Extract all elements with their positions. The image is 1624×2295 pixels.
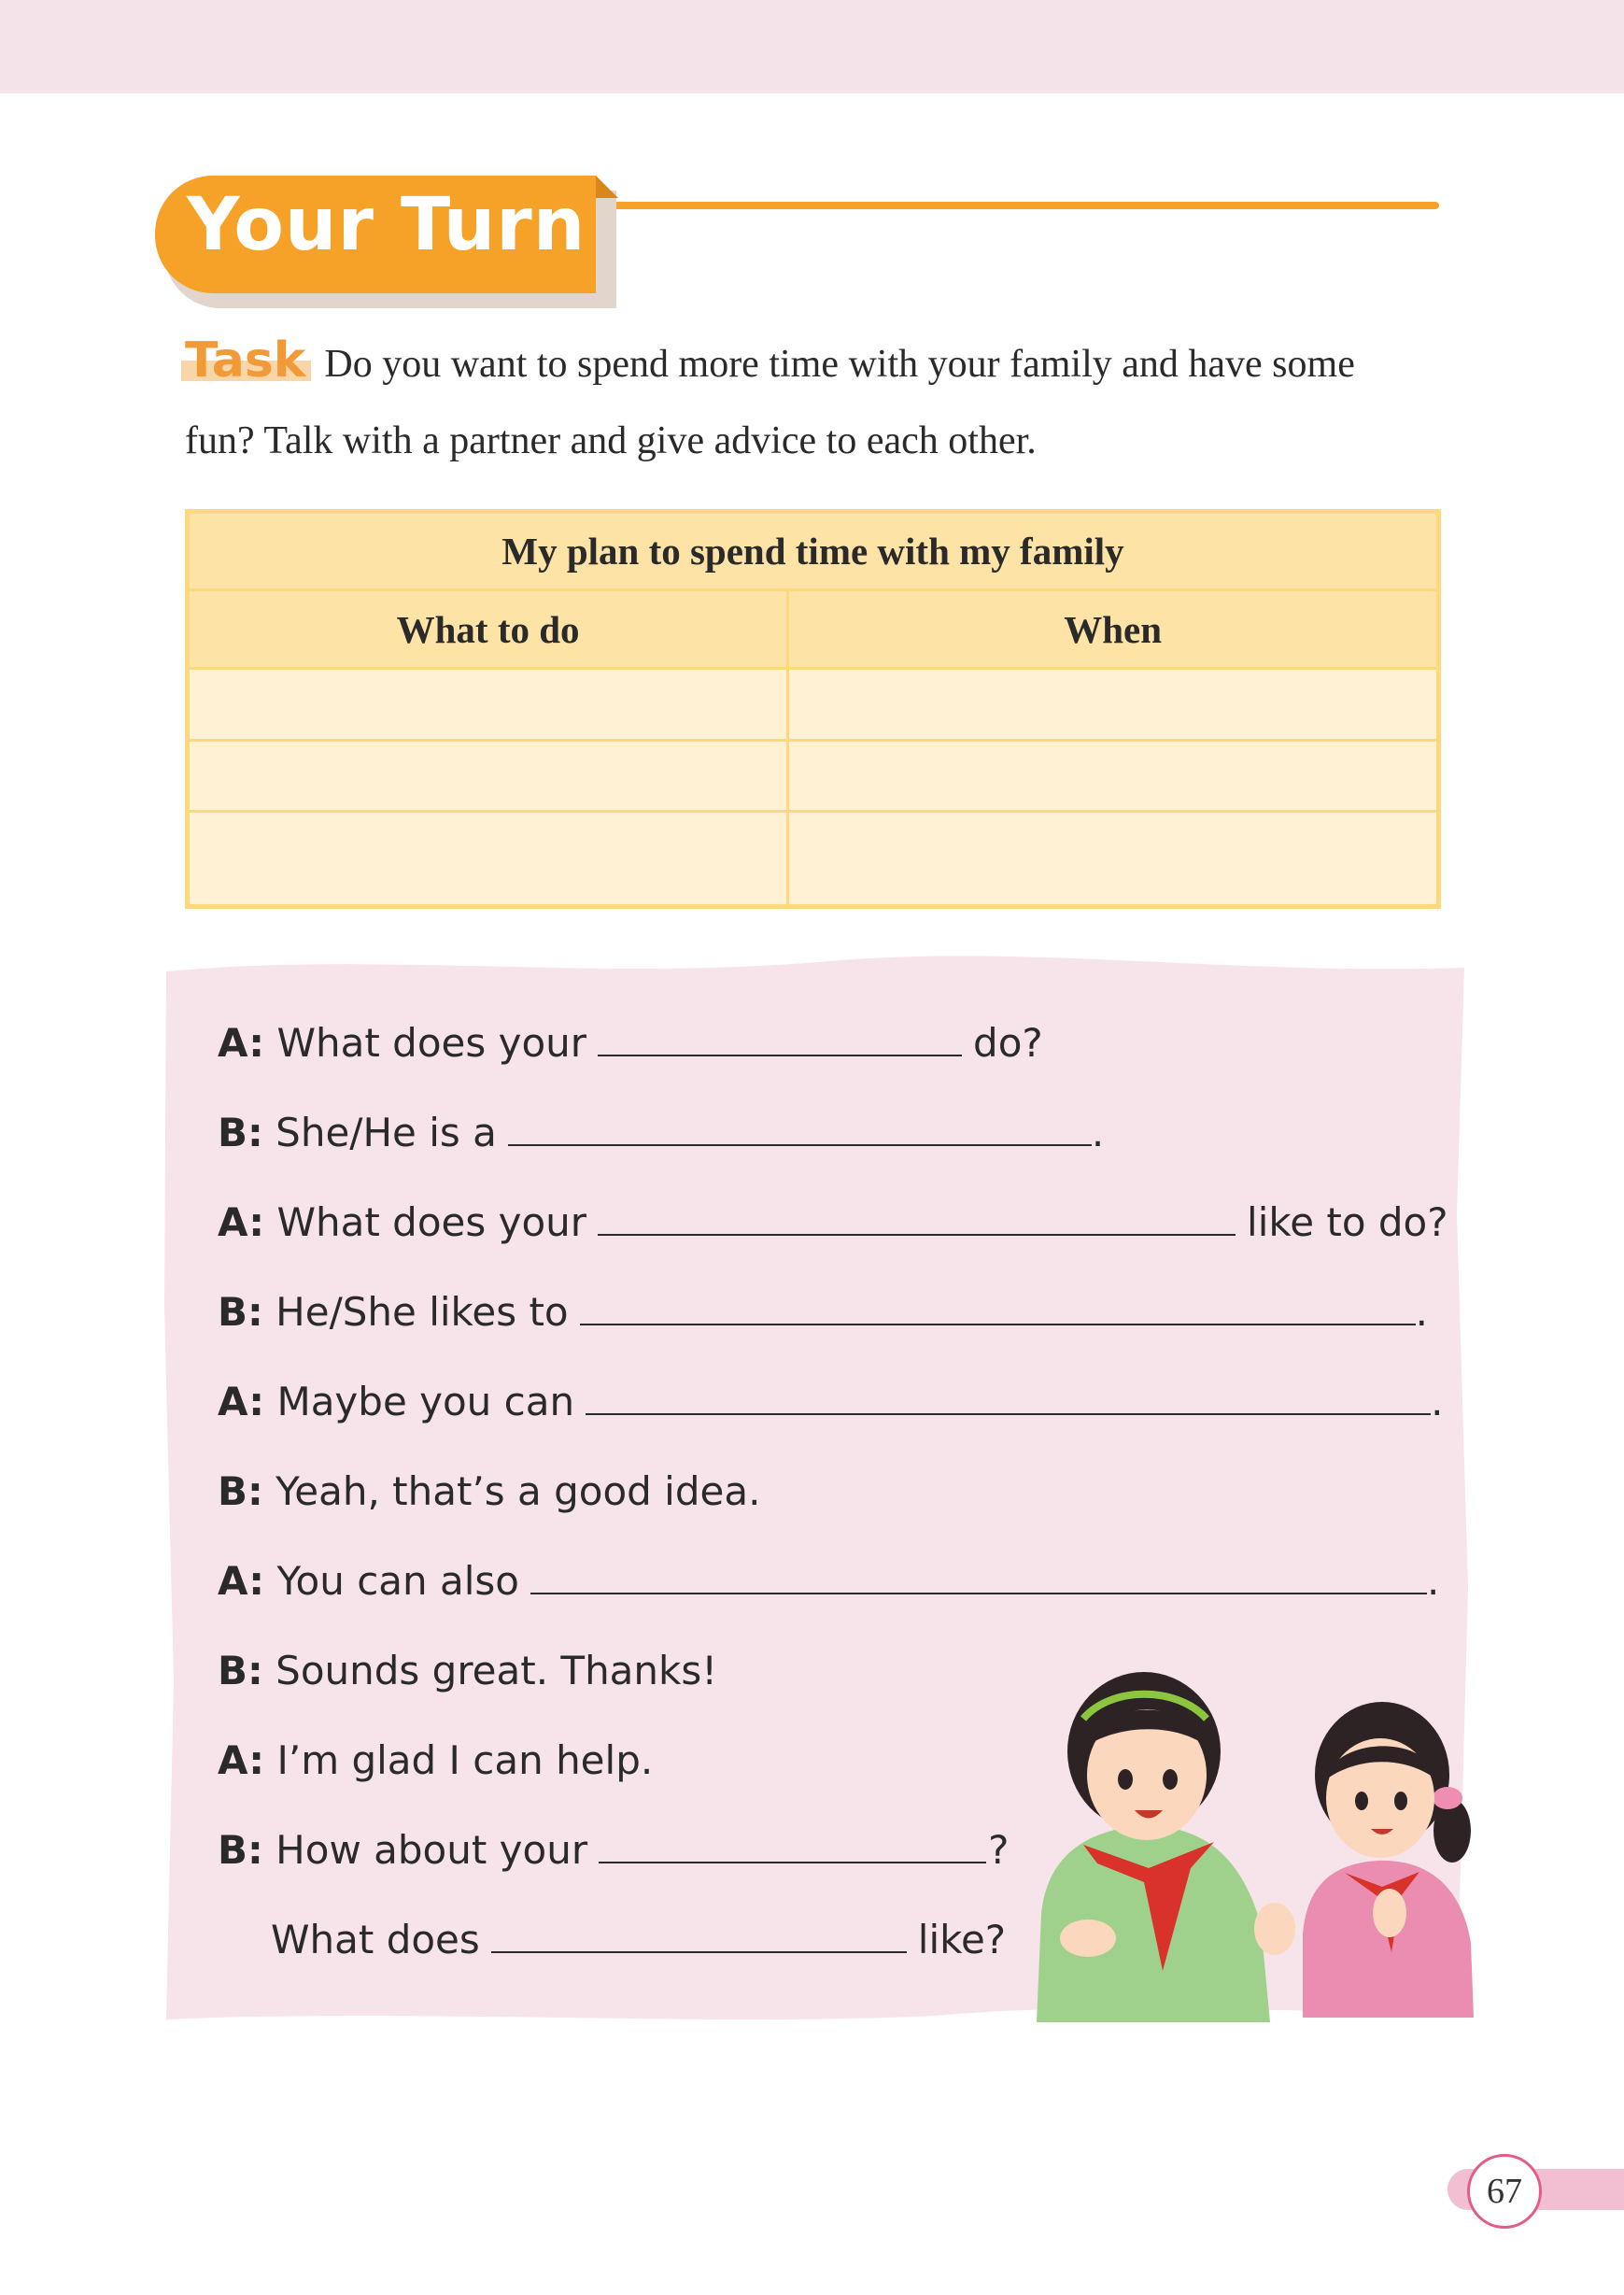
- dialog-line-8: [218, 1648, 717, 1693]
- dialog-text-after: do?: [973, 1020, 1043, 1066]
- dialog-text: Sounds great. Thanks!: [275, 1648, 718, 1693]
- dialog-text-after: .: [1415, 1289, 1428, 1335]
- dialog-text-after: like?: [917, 1917, 1007, 1962]
- speaker-label: A:: [218, 1020, 265, 1066]
- answer-blank[interactable]: [598, 1021, 962, 1056]
- girl-right-eye: [1394, 1792, 1407, 1810]
- dialog-line-1: [218, 1020, 1043, 1066]
- dialog-line-10: [218, 1827, 1009, 1873]
- dialog-text: He/She likes to: [275, 1289, 569, 1335]
- speaker-label: B:: [218, 1827, 263, 1873]
- dialog-line-2: [218, 1110, 1104, 1155]
- dialog-line-9: [218, 1737, 653, 1783]
- speaker-label: A:: [218, 1558, 265, 1604]
- girl-left-eye: [1163, 1769, 1178, 1790]
- speaker-label: A:: [218, 1379, 265, 1424]
- column-header-when: When: [788, 590, 1439, 669]
- page-number: 67: [1487, 2172, 1522, 2211]
- speaker-label: B:: [218, 1468, 263, 1514]
- girl-left-hand: [1254, 1903, 1295, 1955]
- girl-right-eye: [1355, 1792, 1368, 1810]
- dialog-text: She/He is a: [275, 1110, 497, 1155]
- dialog-text: What does your: [276, 1199, 587, 1245]
- plan-table-title: My plan to spend time with my family: [188, 512, 1439, 590]
- dialog-line-3: [218, 1199, 1448, 1245]
- dialog-text-after: .: [1426, 1558, 1440, 1604]
- answer-blank[interactable]: [530, 1559, 1427, 1594]
- speaker-label: B:: [218, 1289, 263, 1335]
- dialog-text: Maybe you can: [276, 1379, 575, 1424]
- dialog-text: Yeah, that’s a good idea.: [275, 1468, 761, 1514]
- answer-blank[interactable]: [508, 1111, 1092, 1146]
- speaker-label: B:: [218, 1110, 263, 1155]
- answer-blank[interactable]: [580, 1290, 1416, 1325]
- dialog-text: You can also: [276, 1558, 519, 1604]
- column-header-what-to-do: What to do: [188, 590, 788, 669]
- dialog-text: I’m glad I can help.: [276, 1737, 654, 1783]
- dialog-line-4: [218, 1289, 1428, 1335]
- dialog-line-6: [218, 1468, 760, 1514]
- speaker-label: A:: [218, 1737, 265, 1783]
- speaker-label: B:: [218, 1648, 263, 1693]
- task-label: Task: [185, 333, 306, 389]
- dialog-text-after: ?: [988, 1827, 1010, 1873]
- dialog-line-5: [218, 1379, 1443, 1424]
- dialog-line-7: [218, 1558, 1439, 1604]
- dialog-line-11: [271, 1917, 1006, 1962]
- answer-blank[interactable]: [491, 1918, 907, 1953]
- speaker-label: A:: [218, 1199, 265, 1245]
- dialog-text: What does: [271, 1917, 480, 1962]
- task-instruction-line-2: fun? Talk with a partner and give advice to each other.: [185, 419, 1037, 462]
- dialog-text: What does your: [276, 1020, 587, 1066]
- girl-left-eye: [1118, 1769, 1133, 1790]
- answer-blank[interactable]: [599, 1828, 986, 1863]
- girl-right-hairbow: [1433, 1787, 1462, 1809]
- answer-blank[interactable]: [586, 1380, 1431, 1415]
- dialog-text-after: like to do?: [1247, 1199, 1448, 1245]
- answer-blank[interactable]: [598, 1200, 1236, 1236]
- dialog-text: How about your: [275, 1827, 588, 1873]
- dialog-text-after: .: [1431, 1379, 1444, 1424]
- task-instruction-line-1: Do you want to spend more time with your family and have some: [324, 343, 1355, 386]
- section-title: Your Turn: [187, 183, 586, 267]
- girl-right-hand: [1373, 1889, 1406, 1937]
- dialog-text-after: .: [1091, 1110, 1105, 1155]
- girl-left-hand: [1060, 1920, 1116, 1957]
